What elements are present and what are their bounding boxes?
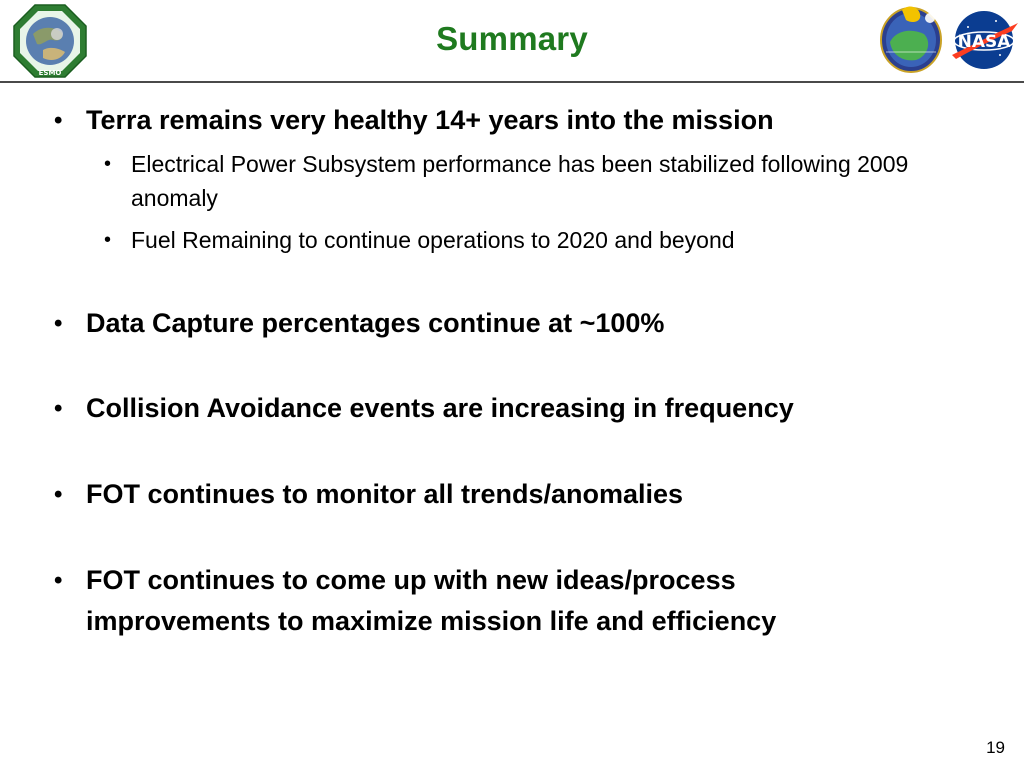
sub-bullet-item (104, 147, 964, 215)
bullet-text: FOT continues to monitor all trends/anomalies (86, 479, 684, 509)
bullet-item (54, 303, 954, 344)
bullet-icon: • (54, 310, 63, 337)
nasa-logo (948, 9, 1020, 71)
bullet-item (54, 388, 954, 429)
nasa-logo-text: NASA (957, 32, 1011, 52)
page-title: Summary (436, 20, 588, 57)
header-divider (0, 81, 1024, 83)
bullet-icon: • (104, 229, 112, 251)
bullet-icon: • (104, 153, 112, 175)
bullet-icon: • (54, 107, 63, 134)
sub-bullet-text: Fuel Remaining to continue operations to 2020 and beyond (131, 227, 735, 253)
sub-bullet-item (104, 223, 964, 257)
bullet-icon: • (54, 567, 63, 594)
sub-bullet-text: Electrical Power Subsystem performance has been stabilized following 2009 anomaly (131, 151, 909, 211)
terra-mission-logo (878, 2, 944, 74)
page-number: 19 (986, 738, 1005, 757)
bullet-text: Data Capture percentages continue at ~100% (86, 308, 665, 338)
bullet-text: FOT continues to come up with new ideas/process improvements to maximize mission life and efficiency (86, 565, 777, 636)
bullet-item (54, 560, 854, 642)
bullet-icon: • (54, 395, 63, 422)
esmo-logo-text: ESMO (38, 69, 62, 77)
bullet-item (54, 100, 954, 141)
slide-header (0, 0, 1024, 82)
bullet-item (54, 474, 954, 515)
bullet-text: Terra remains very healthy 14+ years into the mission (86, 105, 774, 135)
bullet-icon: • (54, 481, 63, 508)
bullet-text: Collision Avoidance events are increasing in frequency (86, 393, 794, 423)
